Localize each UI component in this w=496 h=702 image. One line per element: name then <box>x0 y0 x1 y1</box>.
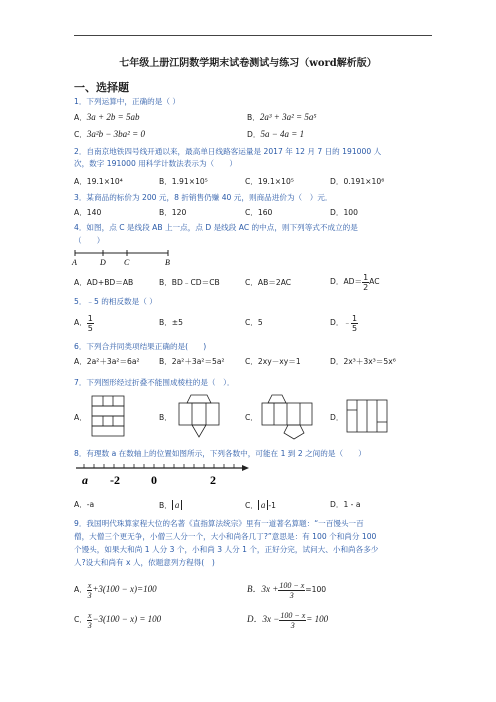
q9-stem-line2: 僧，大僧三个更无争，小僧三人分一个，大小和尚各几丁?”意思是：有 100 个和尚分 100 <box>74 532 377 541</box>
q3-stem: 3．某商品的标价为 200 元，8 折销售仍赚 40 元，则商品进价为（ ）元． <box>74 193 333 202</box>
q2-option-a: A．19.1×10⁴ <box>74 177 123 186</box>
q9-option-c: C． $\frac{x}{3}$ −3(100 − x) = 100 <box>74 610 162 630</box>
q9-option-b: B．3x + $\frac{100 - x}{3}$ =100 <box>247 580 327 600</box>
section-heading: 一、选择题 <box>74 81 129 94</box>
q7-net-d <box>345 398 391 436</box>
axis-label-0: 0 <box>151 473 157 487</box>
q5-stem: 5．﹣5 的相反数是（ ） <box>74 297 157 306</box>
q2-stem-line2: 次，数字 191000 用科学计数法表示为（ ） <box>74 159 237 168</box>
q3-option-a: A．140 <box>74 208 102 217</box>
number-line <box>72 460 252 490</box>
net-c-bottom-cap <box>284 425 304 439</box>
q5-option-a: A． $\frac{1}{5}$ <box>74 313 93 333</box>
header-rule <box>74 35 432 36</box>
q6-option-a: A．2a²＋3a²＝6a² <box>74 357 140 366</box>
q5-option-c: C．5 <box>245 318 263 327</box>
q7-option-c: C． <box>245 413 258 422</box>
q3-option-b: B．120 <box>159 208 187 217</box>
axis-arrow <box>242 465 249 471</box>
q4-stem-line1: 4．如图，点 C 是线段 AB 上一点，点 D 是线段 AC 的中点，则下列等式不成立的是 <box>74 223 358 232</box>
q1-stem: 1．下列运算中，正确的是（ ） <box>74 97 180 106</box>
net-a-top-face <box>92 396 124 406</box>
q7-net-a <box>90 394 130 440</box>
axis-label-a: a <box>82 473 88 487</box>
q6-option-b: B．2a²＋3a²＝5a² <box>159 357 225 366</box>
q8-option-d: D．1 - a <box>330 500 361 509</box>
net-a-face-4 <box>92 426 124 436</box>
net-a-face-2 <box>92 406 124 416</box>
q5-option-b: B．±5 <box>159 318 183 327</box>
net-a-face-3 <box>92 416 124 426</box>
segment-diagram <box>70 247 180 267</box>
q1-option-b: B．2a³ + 3a² = 5a⁵ <box>247 112 317 122</box>
label-c: C <box>124 258 130 267</box>
q8-stem: 8．有理数 a 在数轴上的位置如图所示，下列各数中，可能在 1 到 2 之间的是（ ） <box>74 449 366 458</box>
q8-option-c: C． a -1 <box>245 500 276 510</box>
q5-option-d: D．﹣ $\frac{1}{5}$ <box>330 313 358 333</box>
q1-option-a: A．3a + 2b = 5ab <box>74 112 140 122</box>
axis-label-neg2: -2 <box>110 473 120 487</box>
q6-option-d: D．2x³＋3x³＝5x⁶ <box>330 357 396 366</box>
q7-net-c <box>260 393 316 443</box>
label-d: D <box>100 258 106 267</box>
q3-option-c: C．160 <box>245 208 273 217</box>
q7-option-b: B． <box>159 413 172 422</box>
q4-option-a: A．AD+BD＝AB <box>74 278 134 287</box>
q3-option-d: D．100 <box>330 208 358 217</box>
q2-option-d: D．0.191×10⁶ <box>330 177 385 186</box>
q8-option-a: A．-a <box>74 500 95 509</box>
q4-stem-line2: （ ） <box>74 236 105 245</box>
net-c-top-cap <box>268 395 286 403</box>
q6-option-c: C．2xy－xy＝1 <box>245 357 301 366</box>
q9-option-a: A． $\frac{x}{3}$ +3(100 − x)=100 <box>74 580 157 600</box>
q7-option-d: D． <box>330 413 344 422</box>
q7-net-b <box>174 393 224 443</box>
q1-option-d: D．5a − 4a = 1 <box>247 129 305 139</box>
label-a: A <box>72 258 77 267</box>
q4-option-b: B．BD﹣CD＝CB <box>159 278 220 287</box>
q9-stem-line1: 9．我国明代珠算家程大位的名著《直指算法统宗》里有一道著名算题：“一百馒头一百 <box>74 519 364 528</box>
q4-option-c: C．AB＝2AC <box>245 278 292 287</box>
q7-option-a: A． <box>74 413 87 422</box>
q6-stem: 6．下列合并同类项结果正确的是( ) <box>74 342 207 351</box>
q1-option-c: C．3a²b − 3ba² = 0 <box>74 129 145 139</box>
q8-option-b: B． a <box>159 500 182 511</box>
page-title: 七年级上册江阴数学期末试卷测试与练习（word解析版） <box>119 58 377 69</box>
q7-stem: 7．下列图形经过折叠不能围成棱柱的是（ ）． <box>74 378 235 387</box>
q9-stem-line4: 人?设大和尚有 x 人，依题意列方程得( ) <box>74 558 215 567</box>
axis-label-2: 2 <box>210 473 216 487</box>
q2-option-b: B．1.91×10⁵ <box>159 177 208 186</box>
net-b-sides <box>179 403 219 425</box>
q9-stem-line3: 个馒头，如果大和尚 1 人分 3 个，小和尚 3 人分 1 个，正好分完，试问大、小和尚各多少 <box>74 545 379 554</box>
q2-stem-line1: 2．自南京地铁四号线开通以来，最高单日线路客运量是 2017 年 12 月 7 日的 191000 人 <box>74 147 382 156</box>
q4-option-d: D．AD＝ $\frac{1}{2}$ AC <box>330 272 380 292</box>
net-b-bottom-cap <box>192 425 206 437</box>
label-b: B <box>165 258 170 267</box>
net-b-top-cap <box>187 395 211 403</box>
q2-option-c: C．19.1×10⁵ <box>245 177 294 186</box>
q9-option-d: D．3x − $\frac{100 - x}{3}$ = 100 <box>247 610 329 630</box>
